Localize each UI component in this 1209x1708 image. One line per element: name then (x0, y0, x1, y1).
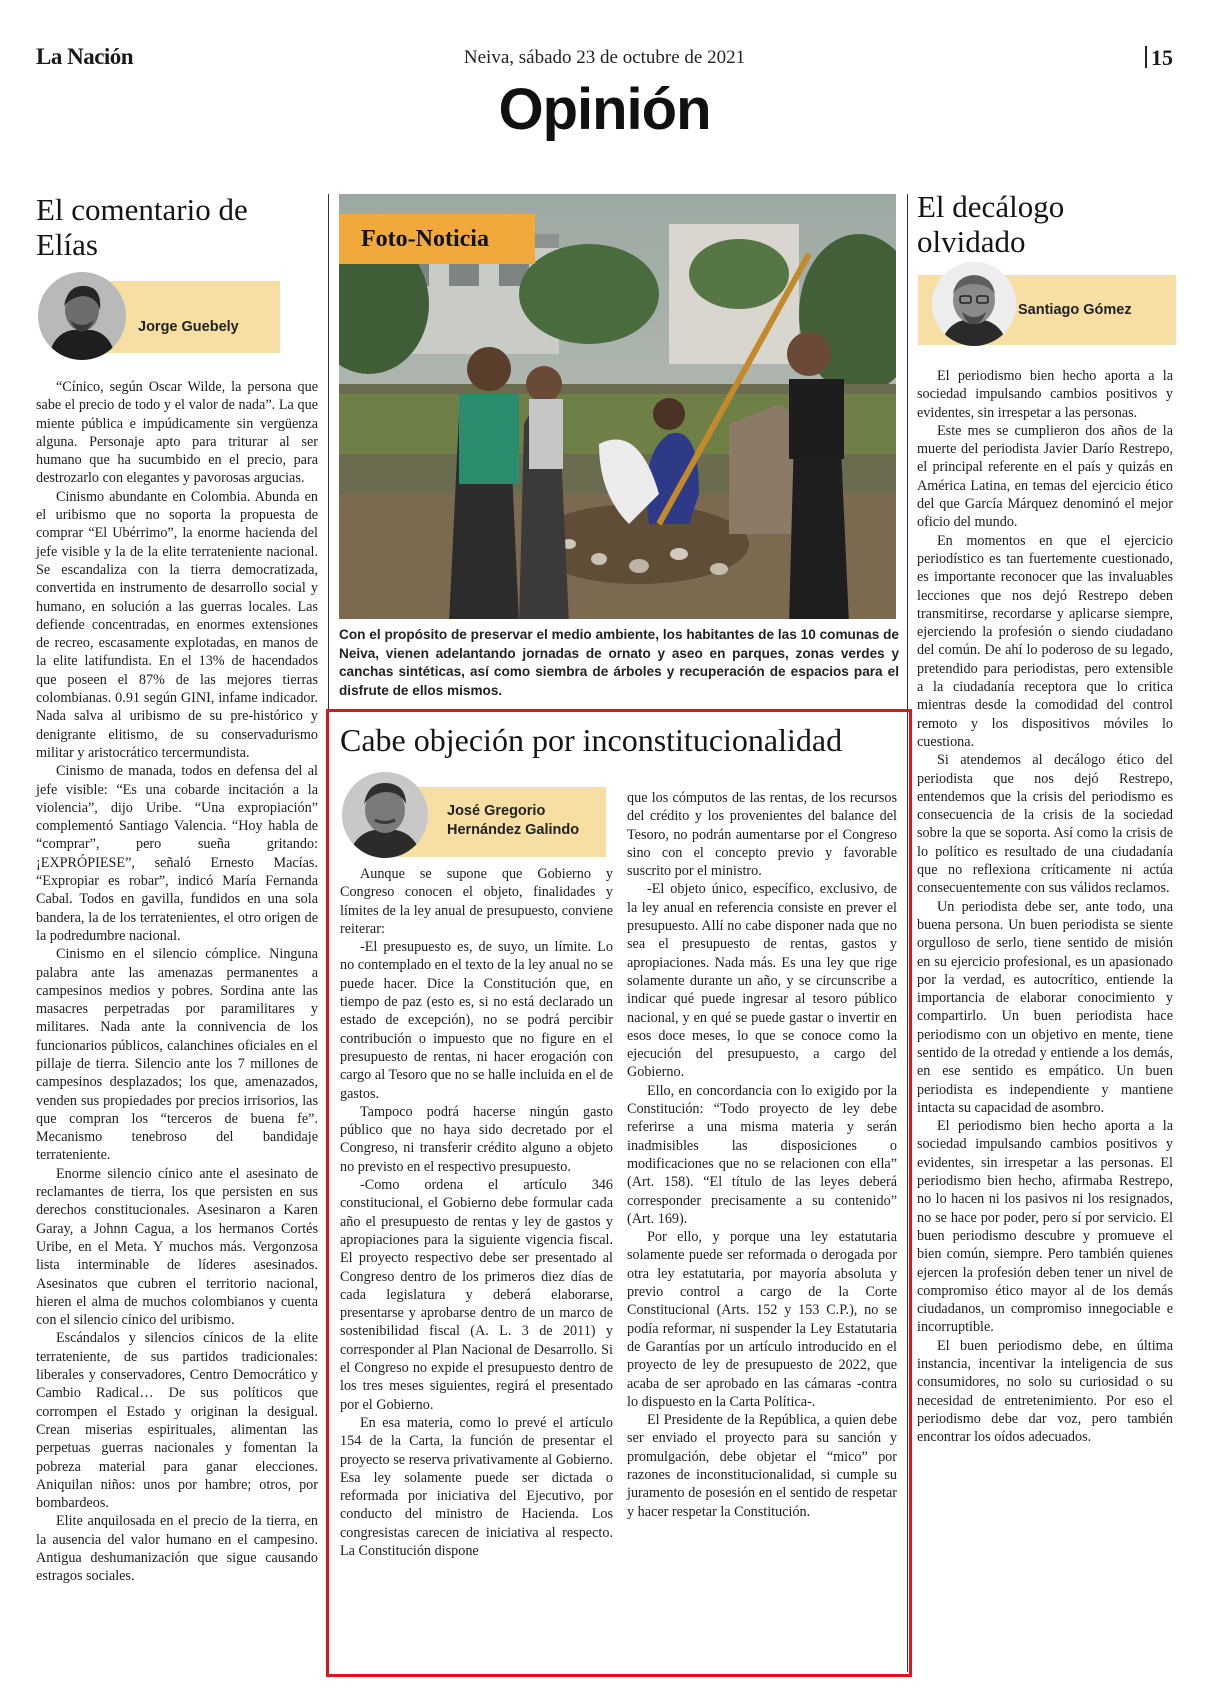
right-paragraph: Un periodista debe ser, ante todo, una buena persona. Un buen periodista se siente orgulloso de serlo, tiene sentido de misión en su ejercicio profesional, es un apasionado por la verdad, es autocrítico, entiende la importancia de elaborar conocimiento y compartirlo. Un buen periodista hace periodismo con un objetivo en mente, tiene sentido de la otredad y entiende a los demás, en ese sentido es empático. Un buen periodista es independiente y mantiene intacta su capacidad de asombro. (917, 898, 1173, 1116)
center-paragraph: Ello, en concordancia con lo exigido por la Constitución: “Todo proyecto de ley debe referirse a una misma materia y serán inadmisibles las disposiciones o modificaciones que no se relacionen con ella” (Art. 158). “El título de las leyes deberá corresponder precisamente a su contenido” (Art. 169). (627, 1082, 897, 1227)
right-paragraph: El buen periodismo debe, en última instancia, incentivar la inteligencia de sus consumidores, no solo su curiosidad o su necesidad de entretenimiento. Por eso el periodismo debe dar voz, pero también encontrar los oídos adecuados. (917, 1337, 1173, 1446)
page-number-divider (1145, 46, 1147, 68)
center-author-name-line2: Hernández Galindo (447, 822, 580, 838)
left-paragraph: Cinismo abundante en Colombia. Abunda en el uribismo que no soporta la propuesta de comprar “El Ubérrimo”, la enorme hacienda del jefe visible y la de la elite terrateniente nacional. Se escandaliza con la tierra democratizada, convertida en instrumento de desarrollo social y humano, en solución a las guerras locales. Las defiende concentradas, en enormes extensiones de recreo, escasamente explotadas, en manos de la elite latifundista. En el 13% de hacendados que poseen el 87% de las mejores tierras colombianas. 0.91 según GINI, infame indicador. Nada salva al uribismo de su pre-histórico y denigrante elitismo, de su conservadurismo militar y aristocrático tercermundista. (36, 488, 318, 761)
photo-caption: Con el propósito de preservar el medio ambiente, los habitantes de las 10 comunas de Neiva, vienen adelantando jornadas de ornato y aseo en parques, zonas verdes y canchas sintéticas, así como siembra de árboles y recuperación de espacios para el disfrute de ellos mismos. (339, 627, 899, 698)
center-paragraph: -El objeto único, específico, exclusivo, de la ley anual en referencia consiste en prever el presupuesto. Allí no cabe disponer nada que no sea el presupuesto de rentas, gastos y apropiaciones. Nada más. Es una ley que rige solamente durante un año, y se circunscribe a indicar qué puede ingresar al tesoro público nacional, y en qué se puede gastar o invertir en esos doce meses, lo que se conoce como la ejecución del presupuesto, a cargo del Gobierno. (627, 881, 897, 1081)
right-author-avatar (932, 262, 1016, 346)
right-paragraph: El periodismo bien hecho aporta a la sociedad impulsando cambios positivos y evidentes, sin irrespetar a las personas. El periodismo bien hecho, afirmaba Restrepo, no lo hacen ni los pasivos ni los resignados, no se hace por poder, pero sí por servicio. El buen periodismo descubre y promueve el bien común, siempre. Pero también quienes ejercen la profesión deben tener un nivel de compromiso ético mayor al de los demás ciudadanos, un compromiso innegociable e incorruptible. (917, 1118, 1173, 1336)
center-article-column-1 (340, 865, 613, 1560)
page-number (1145, 45, 1173, 71)
center-article-column-2 (627, 789, 897, 1521)
issue-date: Neiva, sábado 23 de octubre de 2021 (463, 47, 746, 68)
center-paragraph: El Presidente de la República, a quien debe ser enviado el proyecto para su sanción y promulgación, debe objetar el “mico” por razones de inconstitucionalidad, si cumple su juramento de posesión en el sentido de respetar y hacer respetar la Constitución. (627, 1412, 897, 1520)
center-author-avatar (342, 772, 428, 858)
left-paragraph: Cinismo de manada, todos en defensa del al jefe visible: “Es una cobarde incitación a la violencia”, dijo Uribe. “Una expropiación” complementó Santiago Valencia. “Hoy habla de “comprar”, pero sueña gritando: ¡EXPRÓPIESE”, señaló Ernesto Macías. “Expropiar es robar”, indicó María Fernanda Cabal. Todos en gavilla, fundidos en una sola bandera, la de los terratenientes, el otro origen de la podredumbre nacional. (36, 763, 318, 944)
center-headline: Cabe objeción por inconstitucionalidad (340, 722, 843, 758)
center-paragraph: Por ello, y porque una ley estatutaria solamente puede ser reformada o derogada por otra ley estatutaria, por mayoría absoluta y previo control a cargo de la Corte Constitucional (Arts. 152 y 153 C.P.), no se podía reformar, ni suspender la Ley Estatutaria de Garantías por un artículo introducido en el proyecto de ley de presupuesto de 2022, que acaba de ser aprobado en las cámaras -contra lo dispuesto en la Carta Política-. (627, 1229, 897, 1410)
center-paragraph: Tampoco podrá hacerse ningún gasto público que no haya sido decretado por el Congreso, ni transferir crédito alguno a objeto no previsto en el respectivo presupuesto. (340, 1103, 613, 1175)
center-paragraph: que los cómputos de las rentas, de los recursos del crédito y los provenientes del balance del Tesoro, no podrán aumentarse por el Congreso sino con el concepto previo y favorable suscrito por el ministro. (627, 790, 897, 880)
section-title: Opinión (498, 77, 711, 142)
left-author-avatar (38, 272, 126, 360)
right-paragraph: Si atendemos al decálogo ético del periodista que nos dejó Restrepo, entendemos que la crisis del periodismo es consecuencia de la crisis de la sociedad sobre la que se soporta. Así como la crisis de lo político es resultado de una ciudadanía que no reflexiona críticamente ni actúa consecuentemente con sus válidos reclamos. (917, 752, 1173, 897)
right-paragraph: El periodismo bien hecho aporta a la sociedad impulsando cambios positivos y evidentes, sin irrespetar a las personas. (917, 368, 1173, 421)
page-number-value: 15 (1151, 45, 1173, 70)
center-paragraph: -El presupuesto es, de suyo, un límite. Lo no contemplado en el texto de la ley anual no se puede hacer. Dice la Constitución que, en tiempo de paz (esto es, si no está declarado un estado de excepción), no se podrá percibir contribución o impuesto que no figure en el presupuesto de rentas, ni hacer erogación con cargo al Tesoro que no se halle incluida en el de gastos. (340, 939, 613, 1102)
left-paragraph: Cinismo en el silencio cómplice. Ninguna palabra ante las amenazas permanentes a campesinos medios y pobres. Sordina ante las masacres perpetradas por paramilitares y militares. Nada ante la connivencia de los funcionarios públicos, calanchines oficiales en el pillaje de tierra. Silencio ante los 7 millones de campesinos desplazados; los que, amenazados, venden sus propiedades por precios irrisorios, las que compran los “terceros de buena fe”. Mecanismo tenebroso del bandidaje terrateniente. (36, 946, 318, 1164)
photo-news-tag: Foto-Noticia (339, 214, 535, 264)
left-column-body (36, 378, 318, 1586)
left-paragraph: Elite anquilosada en el precio de la tierra, en la ausencia del valor humano en el campesino. Antigua deshumanización que sigue causando estragos sociales. (36, 1513, 318, 1585)
left-paragraph: Enorme silencio cínico ante el asesinato de reclamantes de tierra, los que persisten en sus derechos constitucionales. Asesinaron a Karen Garay, a Johnn Cagua, a los hermanos Cortés Uribe, en el Meta. Y muchos más. Vergonzosa lista interminable de líderes asesinados. Asesinatos que cubren el territorio nacional, hieren el alma de muchos colombianos y cuenta con el silencio cínico del uribismo. (36, 1165, 318, 1329)
left-paragraph: Escándalos y silencios cínicos de la elite terrateniente, de sus partidos tradicionales: liberales y conservadores, Centro Democrático y Cambio Radical… De sus políticos que corrompen el Estado y originan la desigual. Crean miserias espirituales, alimentan las perpetuas guerras nacionales y fomentan la pobreza material para ganar elecciones. Aniquilan niños: unos por hambre; otros, por bombardeos. (36, 1330, 318, 1512)
right-column-body (917, 367, 1173, 1447)
left-paragraph: “Cínico, según Oscar Wilde, la persona que sabe el precio de todo y el valor de nada”. La que miente pública e impúdicamente sin vergüenza alguna. Personaje apto para triturar al ser humano que ha sucumbido en el precio, para destrozarlo con elegantes y pavorosas argucias. (36, 379, 318, 487)
right-paragraph: En momentos en que el ejercicio periodístico es tan fuertemente cuestionado, es importante reconocer que las invaluables lecciones que nos dejó Restrepo deben transmitirse, recordarse y aplicarse siempre, ejerciendo la profesión o siendo ciudadano del común. De ahí lo poderoso de su legado, pretendido para periodistas, pero extensible a la ciudadanía receptora que lo critica mientras desde la comodidad del control remoto y los dispositivos móviles lo cuestiona. (917, 532, 1173, 750)
right-paragraph: Este mes se cumplieron dos años de la muerte del periodista Javier Darío Restrepo, el principal referente en el país y quizás en América Latina, en temas del ejercicio ético del que García Márquez denominó el mejor oficio del mundo. (917, 422, 1173, 531)
center-author-name-line1: José Gregorio (447, 803, 546, 819)
center-paragraph: -Como ordena el artículo 346 constitucional, el Gobierno debe formular cada año el presupuesto de rentas y ley de gastos y apropiaciones para la siguiente vigencia fiscal. El proyecto respectivo debe ser presentado al Congreso dentro de los primeros diez días de cada legislatura y deberá elaborarse, presentarse y aprobarse dentro de un marco de sostenibilidad fiscal (A. L. 3 de 2011) y corresponder al Plan Nacional de Desarrollo. Si el Congreso no expide el presupuesto dentro de los tres meses siguientes, regirá el presentado por el Gobierno. (340, 1177, 613, 1413)
newspaper-logo: La Nación (36, 44, 134, 69)
right-headline: El decálogo olvidado (917, 189, 1065, 259)
left-author-name: Jorge Guebely (138, 319, 239, 335)
left-headline: El comentario de Elías (36, 192, 248, 262)
center-paragraph: Aunque se supone que Gobierno y Congreso conocen el objeto, finalidades y límites de la ley anual de presupuesto, conviene reiterar: (340, 866, 613, 937)
right-author-name: Santiago Gómez (1018, 302, 1132, 318)
center-paragraph: En esa materia, como lo prevé el artículo 154 de la Carta, la función de presentar el proyecto se reserva privativamente al Gobierno. Esa ley solamente puede ser dictada o reformada por iniciativa del Ejecutivo, por conducto del ministro de Hacienda. Los congresistas carecen de iniciativa al respecto. La Constitución dispone (340, 1414, 613, 1559)
